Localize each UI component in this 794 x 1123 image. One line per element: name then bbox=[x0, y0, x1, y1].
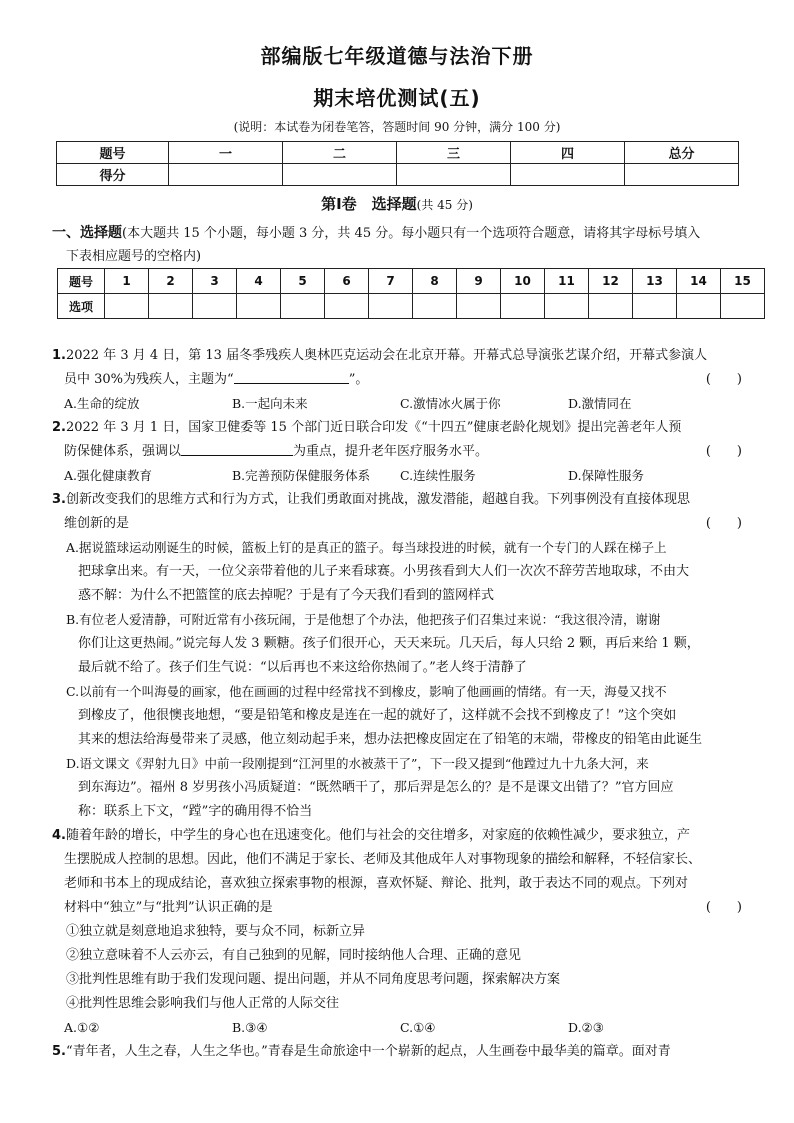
answer-number-cell: 3 bbox=[193, 269, 237, 294]
question-1 bbox=[52, 344, 742, 416]
score-header-cell: 三 bbox=[397, 142, 511, 164]
score-header-cell: 总分 bbox=[625, 142, 739, 164]
question-text: “青年者，人生之春，人生之华也。”青春是生命旅途中一个崭新的起点，人生画卷中最华美的篇章。面对青 bbox=[65, 1044, 671, 1059]
question-text: 老师和书本上的现成结论，喜欢独立探索事物的根源，喜欢怀疑、辩论、批判，敢于表达不同的观点。下列对 bbox=[64, 876, 689, 891]
option-b-cont: 最后就不给了。孩子们生气说：“以后再也不来这给你热闹了。”老人终于清静了 bbox=[78, 660, 527, 675]
option-a: A.生命的绽放 bbox=[64, 396, 140, 411]
score-header-cell: 二 bbox=[283, 142, 397, 164]
answer-blank bbox=[234, 369, 349, 384]
statement-1: ①独立就是刻意地追求独特，要与众不同，标新立异 bbox=[66, 924, 366, 939]
exam-title: 部编版七年级道德与法治下册 bbox=[260, 44, 534, 68]
exam-subtitle: 期末培优测试(五) bbox=[313, 86, 481, 110]
answer-number-cell: 5 bbox=[281, 269, 325, 294]
answer-number-cell: 15 bbox=[721, 269, 765, 294]
answer-option-cell bbox=[149, 294, 193, 319]
answer-number-cell: 13 bbox=[633, 269, 677, 294]
question-text: ”。 bbox=[348, 372, 369, 387]
statement-3: ③批判性思维有助于我们发现问题、提出问题，并从不同角度思考问题，探索解决方案 bbox=[66, 972, 561, 987]
option-d: D.语文课文《羿射九日》中前一段刚提到“江河里的水被蒸干了”，下一段又提到“他蹚过九十九条大河，来 bbox=[66, 756, 649, 771]
options-row bbox=[52, 1016, 742, 1040]
statement-2: ②独立意味着不人云亦云，有自己独到的见解，同时接纳他人合理、正确的意见 bbox=[66, 948, 522, 963]
answer-option-row bbox=[58, 294, 765, 319]
answer-option-cell bbox=[281, 294, 325, 319]
answer-paren: ( ) bbox=[705, 444, 742, 459]
section-title bbox=[0, 193, 794, 214]
answer-number-cell: 14 bbox=[677, 269, 721, 294]
option-b: B.有位老人爱清静，可附近常有小孩玩闹，于是他想了个办法，他把孩子们召集过来说：“我这很冷清，谢谢 bbox=[66, 612, 661, 627]
question-4 bbox=[52, 824, 742, 1040]
score-header-cell: 题号 bbox=[57, 142, 169, 164]
option-a: A.①② bbox=[64, 1020, 100, 1035]
option-d: D.②③ bbox=[568, 1020, 604, 1035]
option-d-cont: 到东海边”。福州 8 岁男孩小冯质疑道：“既然晒干了，那后羿是怎么的？是不是课文出错了？”官方回应 bbox=[78, 780, 674, 795]
part-heading-desc-2: 下表相应题号的空格内) bbox=[66, 249, 202, 264]
answer-number-cell: 6 bbox=[325, 269, 369, 294]
question-3 bbox=[52, 488, 742, 824]
section-title-text: 第Ⅰ卷 选择题 bbox=[321, 195, 417, 213]
answer-option-cell bbox=[721, 294, 765, 319]
option-c: C.①④ bbox=[400, 1020, 436, 1035]
question-list bbox=[52, 344, 742, 1064]
question-number: 3. bbox=[52, 492, 66, 507]
score-cell bbox=[169, 164, 283, 186]
question-text: 2022 年 3 月 4 日，第 13 届冬季残疾人奥林匹克运动会在北京开幕。开幕式总导演张艺谋介绍，开幕式参演人 bbox=[65, 348, 708, 363]
option-d: D.激情同在 bbox=[568, 396, 632, 411]
option-d: D.保障性服务 bbox=[568, 468, 645, 483]
answer-option-cell bbox=[325, 294, 369, 319]
answer-option-cell bbox=[589, 294, 633, 319]
answer-paren: ( ) bbox=[705, 900, 742, 915]
question-text: 员中 30%为残疾人，主题为“ bbox=[64, 372, 234, 387]
answer-number-cell: 11 bbox=[545, 269, 589, 294]
answer-option-cell bbox=[105, 294, 149, 319]
answer-option-cell bbox=[677, 294, 721, 319]
answer-option-cell bbox=[633, 294, 677, 319]
question-text: 随着年龄的增长，中学生的身心也在迅速变化。他们与社会的交往增多，对家庭的依赖性减少，要求独立，产 bbox=[65, 828, 690, 843]
option-a-cont: 把球拿出来。有一天，一位父亲带着他的儿子来看球赛。小男孩看到大人们一次次不辞劳苦地取球，不由大 bbox=[78, 564, 690, 579]
part-heading-title: 一、选择题 bbox=[52, 225, 122, 241]
answer-option-cell bbox=[193, 294, 237, 319]
question-number: 1. bbox=[52, 348, 66, 363]
question-text: 为重点，提升老年医疗服务水平。 bbox=[293, 444, 489, 459]
answer-paren: ( ) bbox=[705, 372, 742, 387]
answer-row-label: 题号 bbox=[58, 269, 105, 294]
answer-option-cell bbox=[501, 294, 545, 319]
score-table-header-row bbox=[57, 142, 739, 164]
option-b: B.完善预防保健服务体系 bbox=[232, 468, 371, 483]
option-a: A.据说篮球运动刚诞生的时候，篮板上钉的是真正的篮子。每当球投进的时候，就有一个专门的人踩在梯子上 bbox=[66, 540, 667, 555]
option-b-cont: 你们让这更热闹。”说完每人发 3 颗糖。孩子们很开心，天天来玩。几天后，每人只给 2 颗，再后来给 1 颗， bbox=[78, 636, 700, 651]
score-table bbox=[56, 141, 739, 186]
answer-paren: ( ) bbox=[705, 516, 742, 531]
section-title-note: (共 45 分) bbox=[416, 198, 473, 212]
answer-number-cell: 12 bbox=[589, 269, 633, 294]
answer-number-row bbox=[58, 269, 765, 294]
score-header-cell: 一 bbox=[169, 142, 283, 164]
question-2 bbox=[52, 416, 742, 488]
score-row-label: 得分 bbox=[57, 164, 169, 186]
score-cell bbox=[397, 164, 511, 186]
option-c: C.连续性服务 bbox=[400, 468, 476, 483]
option-d-cont: 称：联系上下文，“蹚”字的确用得不恰当 bbox=[78, 804, 313, 819]
option-b: B.一起向未来 bbox=[232, 396, 308, 411]
answer-option-cell bbox=[369, 294, 413, 319]
question-5 bbox=[52, 1040, 742, 1064]
answer-blank bbox=[181, 441, 293, 456]
exam-instructions: (说明：本试卷为闭卷笔答，答题时间 90 分钟，满分 100 分) bbox=[233, 120, 561, 134]
answer-option-cell bbox=[413, 294, 457, 319]
question-text: 2022 年 3 月 1 日，国家卫健委等 15 个部门近日联合印发《“十四五”健康老龄化规划》提出完善老年人预 bbox=[65, 420, 682, 435]
question-text: 生摆脱成人控制的思想。因此，他们不满足于家长、老师及其他成年人对事物现象的描绘和解释，不轻信家长、 bbox=[64, 852, 702, 867]
options-row bbox=[52, 464, 742, 488]
answer-table bbox=[57, 268, 765, 319]
score-cell bbox=[625, 164, 739, 186]
score-cell bbox=[283, 164, 397, 186]
statement-4: ④批判性思维会影响我们与他人正常的人际交往 bbox=[66, 996, 340, 1011]
option-b: B.③④ bbox=[232, 1020, 268, 1035]
answer-number-cell: 9 bbox=[457, 269, 501, 294]
question-text: 材料中“独立”与“批判”认识正确的是 bbox=[64, 900, 273, 915]
answer-number-cell: 7 bbox=[369, 269, 413, 294]
answer-option-cell bbox=[545, 294, 589, 319]
option-c: C.以前有一个叫海曼的画家，他在画画的过程中经常找不到橡皮，影响了他画画的情绪。有一天，海曼又找不 bbox=[66, 684, 667, 699]
question-text: 防保健体系，强调以 bbox=[64, 444, 182, 459]
options-row bbox=[52, 392, 742, 416]
answer-number-cell: 10 bbox=[501, 269, 545, 294]
score-cell bbox=[511, 164, 625, 186]
option-a: A.强化健康教育 bbox=[64, 468, 153, 483]
option-a-cont: 惑不解：为什么不把篮筐的底去掉呢？于是有了今天我们看到的篮网样式 bbox=[78, 588, 495, 603]
answer-option-cell bbox=[457, 294, 501, 319]
question-number: 5. bbox=[52, 1044, 66, 1059]
answer-option-cell bbox=[237, 294, 281, 319]
answer-number-cell: 2 bbox=[149, 269, 193, 294]
score-table-score-row bbox=[57, 164, 739, 186]
answer-row-label: 选项 bbox=[58, 294, 105, 319]
score-header-cell: 四 bbox=[511, 142, 625, 164]
question-text: 创新改变我们的思维方式和行为方式，让我们勇敢面对挑战，激发潜能，超越自我。下列事例没有直接体现思 bbox=[65, 492, 690, 507]
answer-number-cell: 8 bbox=[413, 269, 457, 294]
answer-number-cell: 1 bbox=[105, 269, 149, 294]
question-text: 维创新的是 bbox=[64, 516, 130, 531]
part-heading bbox=[52, 222, 752, 268]
option-c: C.激情冰火属于你 bbox=[400, 396, 501, 411]
option-c-cont: 其来的想法给海曼带来了灵感，他立刻动起手来，想办法把橡皮固定在了铅笔的末端，带橡皮的铅笔由此诞生 bbox=[78, 732, 703, 747]
option-c-cont: 到橡皮了，他很懊丧地想，“要是铅笔和橡皮是连在一起的就好了，这样就不会找不到橡皮了！”这个突如 bbox=[78, 708, 677, 723]
question-number: 4. bbox=[52, 828, 66, 843]
part-heading-desc: (本大题共 15 个小题，每小题 3 分，共 45 分。每小题只有一个选项符合题意，请将其字母标号填入 bbox=[122, 226, 701, 241]
answer-number-cell: 4 bbox=[237, 269, 281, 294]
question-number: 2. bbox=[52, 420, 66, 435]
